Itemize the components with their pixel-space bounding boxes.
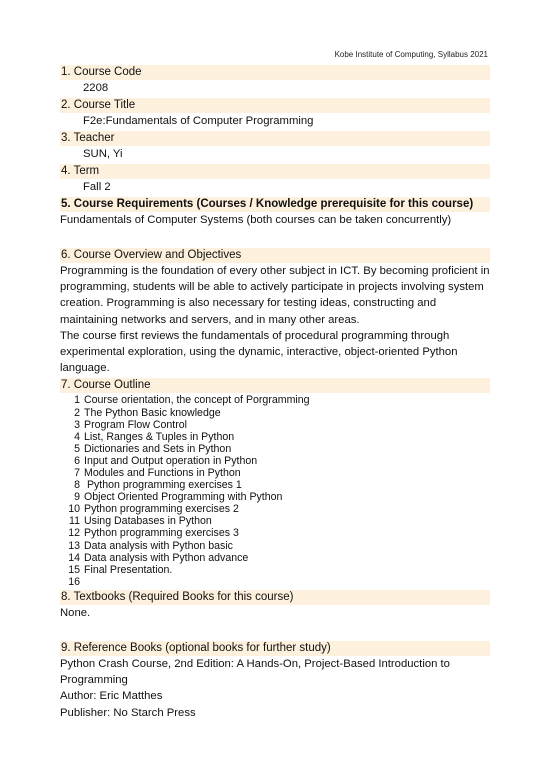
teacher-value: SUN, Yi [83, 148, 123, 160]
course-title-value: F2e:Fundamentals of Computer Programming [83, 115, 314, 127]
outline-item-text: Input and Output operation in Python [84, 454, 258, 467]
reference-book-author: Author: Eric Matthes [60, 690, 163, 703]
syllabus-content [60, 63, 490, 721]
spacer [60, 228, 490, 246]
outline-item-text: Python programming exercises 1 [84, 479, 242, 492]
outline-item [60, 527, 490, 539]
outline-item-number: 12 [68, 527, 80, 540]
outline-item [60, 431, 490, 443]
outline-item-number: 11 [69, 515, 80, 528]
requirements-value: Fundamentals of Computer Systems (both courses can be taken concurrently) [60, 214, 452, 226]
outline-item-text: Dictionaries and Sets in Python [84, 442, 232, 455]
course-title-heading: 2. Course Title [60, 98, 490, 113]
textbooks-value: None. [60, 606, 91, 619]
outline-item [60, 467, 490, 479]
course-code-value: 2208 [83, 82, 109, 94]
outline-item-text: List, Ranges & Tuples in Python [84, 430, 235, 443]
outline-item-text: Python programming exercises 3 [84, 527, 239, 540]
term-value: Fall 2 [83, 181, 111, 193]
outline-item-text: Data analysis with Python advance [84, 551, 249, 564]
outline-item [60, 455, 490, 467]
overview-paragraph-1: Programming is the foundation of every other subject in ICT. By becoming proficient in programming, students will be able to actively participate in projects involving system creation. Programming is also necessary for testing ideas, constructing and maintaining networks and servers, and in many other areas. [60, 265, 490, 326]
overview-heading: 6. Course Overview and Objectives [60, 248, 490, 263]
outline-item-number: 8 [74, 479, 80, 492]
outline-item-text: Program Flow Control [84, 418, 188, 431]
reference-book-title: Python Crash Course, 2nd Edition: A Hands-On, Project-Based Introduction to Programming [60, 657, 450, 687]
outline-item [60, 552, 490, 564]
outline-item-number: 1 [74, 394, 80, 407]
outline-item-text: The Python Basic knowledge [84, 406, 221, 419]
outline-item-text: Object Oriented Programming with Python [84, 491, 283, 504]
outline-item [60, 540, 490, 552]
outline-item-number: 3 [74, 418, 80, 431]
textbooks-heading: 8. Textbooks (Required Books for this course) [60, 590, 490, 605]
outline-item [60, 564, 490, 576]
outline-item-number: 10 [68, 503, 80, 516]
outline-item-number: 4 [74, 430, 80, 443]
outline-item [60, 515, 490, 527]
requirements-heading: 5. Course Requirements (Courses / Knowledge prerequisite for this course) [60, 197, 490, 212]
course-code-heading: 1. Course Code [60, 65, 490, 80]
outline-list [60, 394, 490, 588]
outline-item-text: Final Presentation. [84, 563, 173, 576]
outline-item [60, 503, 490, 515]
outline-heading: 7. Course Outline [60, 378, 490, 393]
outline-item-number: 15 [68, 563, 80, 576]
outline-item [60, 491, 490, 503]
outline-item-number: 7 [74, 466, 80, 479]
outline-item-number: 16 [68, 575, 80, 588]
header-note: Kobe Institute of Computing, Syllabus 2021 [334, 50, 488, 59]
outline-item [60, 394, 490, 406]
outline-item [60, 576, 490, 588]
outline-item-text: Course orientation, the concept of Porgramming [84, 394, 310, 407]
outline-item-text: Python programming exercises 2 [84, 503, 239, 516]
outline-item-number: 9 [74, 491, 80, 504]
outline-item-number: 6 [74, 454, 80, 467]
outline-item-text: Using Databases in Python [84, 515, 212, 528]
reference-book-publisher: Publisher: No Starch Press [60, 706, 196, 719]
outline-item [60, 419, 490, 431]
outline-item [60, 407, 490, 419]
spacer [60, 621, 490, 639]
term-heading: 4. Term [60, 164, 490, 179]
outline-item-number: 13 [68, 539, 80, 552]
outline-item [60, 443, 490, 455]
outline-item-number: 2 [74, 406, 80, 419]
references-heading: 9. Reference Books (optional books for further study) [60, 641, 490, 656]
outline-item-number: 14 [68, 551, 80, 564]
outline-item-number: 5 [74, 442, 80, 455]
outline-item-text: Modules and Functions in Python [84, 466, 241, 479]
overview-paragraph-2: The course first reviews the fundamentals of procedural programming through experimental exploration, using the dynamic, interactive, object-oriented Python language. [60, 329, 458, 375]
outline-item [60, 479, 490, 491]
outline-item-text: Data analysis with Python basic [84, 539, 233, 552]
teacher-heading: 3. Teacher [60, 131, 490, 146]
